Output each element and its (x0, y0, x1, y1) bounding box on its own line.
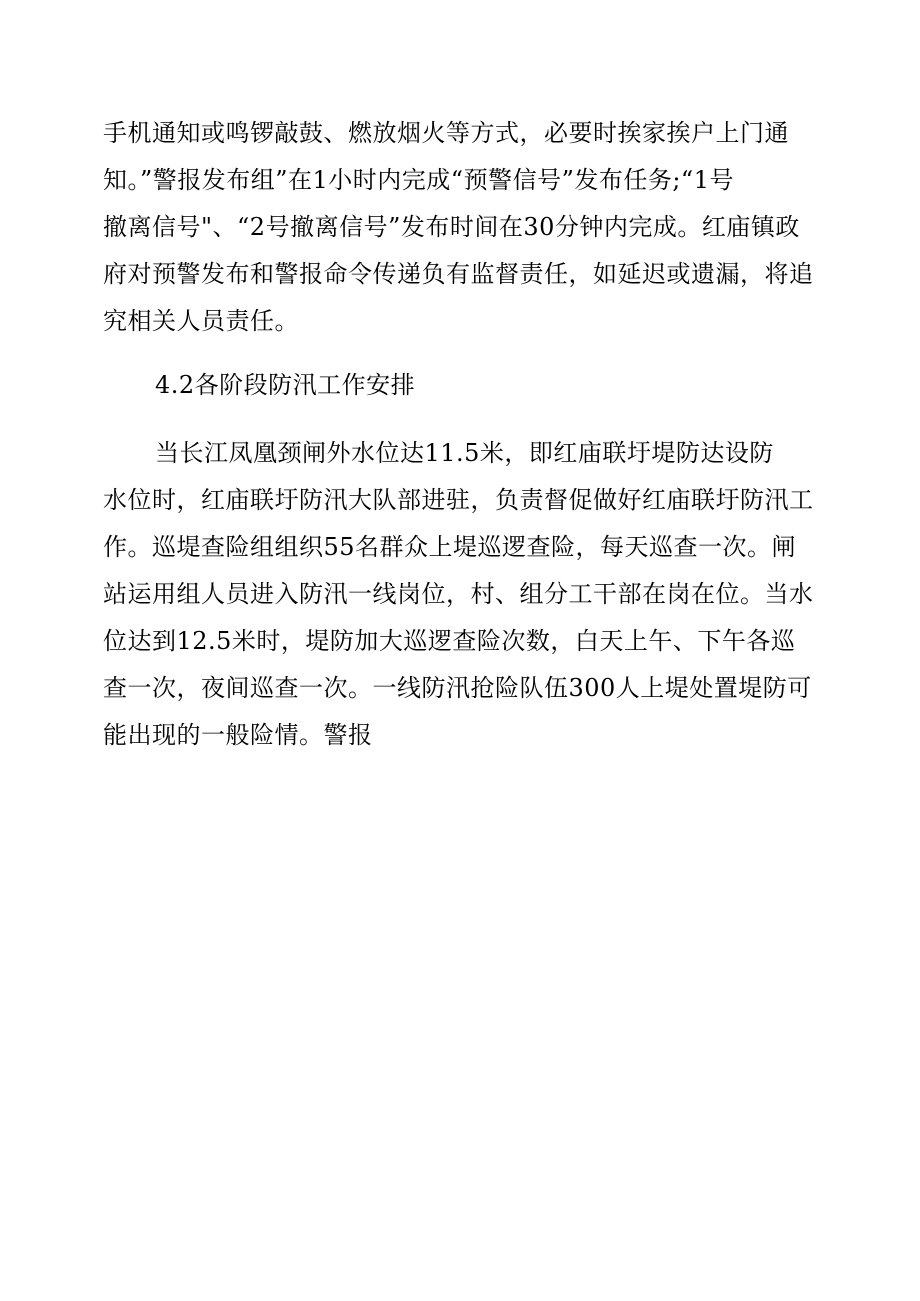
paragraph-line: 手机通知或鸣锣敲鼓、燃放烟火等方式，必要时挨家挨户上门通 (103, 119, 789, 147)
paragraph-line: 位达到12.5米时，堤防加大巡逻查险次数，白天上午、下午各巡 (103, 627, 796, 655)
paragraph-line: 能出现的一般险情。警报 (103, 721, 373, 749)
paragraph-line: 作。巡堤查险组组织55名群众上堤巡逻查险，每天巡查一次。闸 (103, 533, 797, 561)
paragraph-line: 当长江凤凰颈闸外水位达11.5米，即红庙联圩堤防达设防 (155, 439, 774, 467)
paragraph-line: 撤离信号"、“2号撤离信号”发布时间在30分钟内完成。红庙镇政 (103, 213, 800, 241)
paragraph-line: 水位时，红庙联圩防汛大队部进驻，负责督促做好红庙联圩防汛工 (103, 486, 814, 514)
section-heading: 4.2各阶段防汛工作安排 (155, 371, 416, 399)
paragraph-line: 站运用组人员进入防汛一线岗位，村、组分工干部在岗在位。当水 (103, 580, 814, 608)
paragraph-line: 知。”警报发布组”在1小时内完成“预警信号”发布任务;“1号 (103, 166, 734, 194)
paragraph-line: 查一次，夜间巡查一次。一线防汛抢险队伍300人上堤处置堤防可 (103, 674, 812, 702)
paragraph-line: 究相关人员责任。 (103, 307, 299, 335)
paragraph-line: 府对预警发布和警报命令传递负有监督责任，如延迟或遗漏，将追 (103, 260, 814, 288)
